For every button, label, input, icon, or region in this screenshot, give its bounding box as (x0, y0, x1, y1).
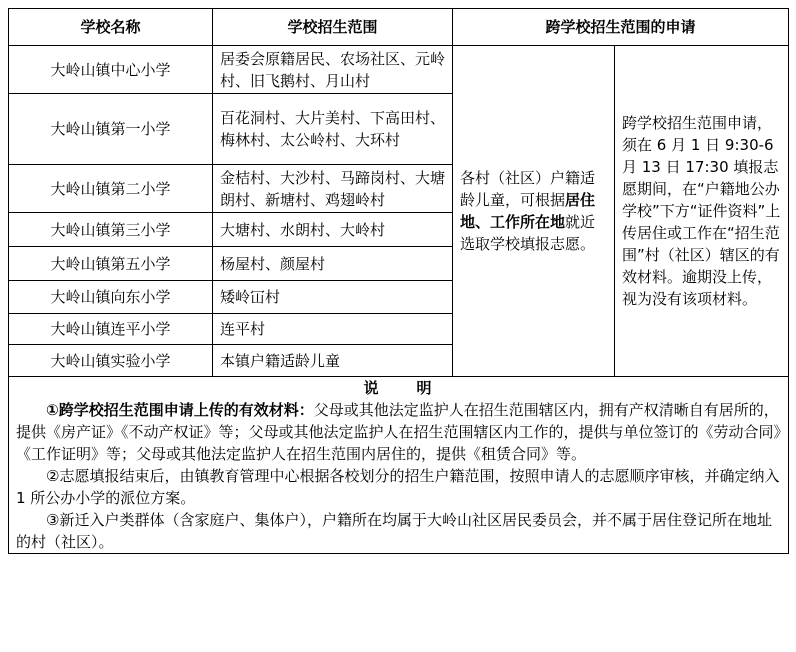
note-item-text: 父母或其他法定监护人在招生范围辖区内，拥有产权清晰自有居所的，提供《房产证》《不动产权证》等；父母或其他法定监护人在招生范围辖区内工作的，提供与单位签订的《劳动合同》《工作证明》等；父母或其他法定监护人在招生范围内居住的，提供《租赁合同》等。 (16, 401, 782, 463)
range-cell: 金桔村、大沙村、马蹄岗村、大塘朗村、新塘村、鸡翅岭村 (213, 165, 453, 213)
school-name-cell: 大岭山镇中心小学 (9, 46, 213, 94)
school-name-cell: 大岭山镇第三小学 (9, 213, 213, 247)
enrollment-document (8, 8, 789, 554)
table-row (9, 46, 789, 94)
range-cell: 本镇户籍适龄儿童 (213, 345, 453, 377)
school-name-cell: 大岭山镇第五小学 (9, 247, 213, 281)
notes-cell (9, 377, 789, 554)
range-cell: 矮岭冚村 (213, 281, 453, 314)
range-cell: 大塘村、水朗村、大岭村 (213, 213, 453, 247)
note-item (16, 509, 781, 553)
cross-apply-cell (453, 46, 615, 377)
school-name-cell: 大岭山镇第一小学 (9, 94, 213, 165)
school-name-cell: 大岭山镇向东小学 (9, 281, 213, 314)
note-item (16, 399, 781, 465)
notes-row (9, 377, 789, 554)
cross-apply-text-1: 各村（社区）户籍适龄儿童，可根据 (460, 169, 596, 209)
header-school-name: 学校名称 (9, 9, 213, 46)
cross-apply-text-2: 就近选取学校填报志愿。 (460, 213, 596, 253)
school-name-cell: 大岭山镇连平小学 (9, 314, 213, 345)
notes-title: 说 明 (363, 379, 434, 397)
note-item-text: ③新迁入户类群体（含家庭户、集体户），户籍所在均属于大岭山社区居民委员会，并不属于居住登记所在地址的村（社区）。 (16, 511, 772, 551)
note-item (16, 465, 781, 509)
enrollment-table (8, 8, 789, 554)
header-row (9, 9, 789, 46)
cross-deadline-cell: 跨学校招生范围申请，须在 6 月 1 日 9:30-6 月 13 日 17:30 填报志愿期间，在“户籍地公办学校”下方“证件资料”上传居住或工作在“招生范围”村（社区）辖区的有效材料。逾期没上传，视为没有该项材料。 (615, 46, 789, 377)
note-item-text: ②志愿填报结束后，由镇教育管理中心根据各校划分的招生户籍范围，按照申请人的志愿顺序审核，并确定纳入 1 所公办小学的派位方案。 (16, 467, 780, 507)
range-cell: 百花洞村、大片美村、下高田村、梅林村、太公岭村、大环村 (213, 94, 453, 165)
header-cross-range-application: 跨学校招生范围的申请 (453, 9, 789, 46)
range-cell: 连平村 (213, 314, 453, 345)
school-name-cell: 大岭山镇第二小学 (9, 165, 213, 213)
header-enrollment-range: 学校招生范围 (213, 9, 453, 46)
range-cell: 杨屋村、颜屋村 (213, 247, 453, 281)
cross-apply-bold-text: 居住地、工作所在地 (460, 191, 596, 231)
school-name-cell: 大岭山镇实验小学 (9, 345, 213, 377)
note-item-bold: ①跨学校招生范围申请上传的有效材料： (46, 401, 314, 419)
range-cell: 居委会原籍居民、农场社区、元岭村、旧飞鹅村、月山村 (213, 46, 453, 94)
